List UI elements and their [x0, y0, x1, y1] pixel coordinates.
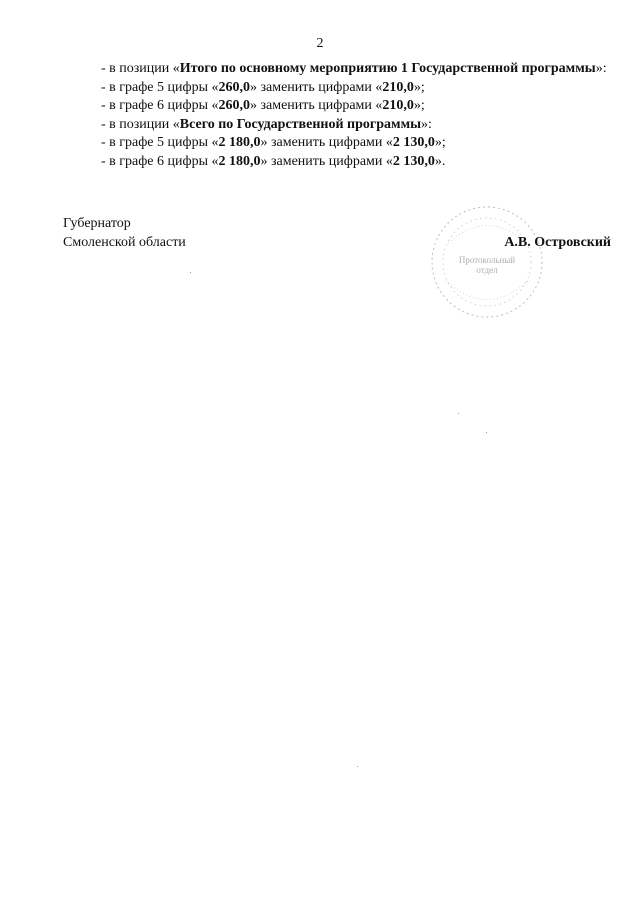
paragraph-text: - в графе 6 цифры « — [101, 98, 219, 113]
paragraph-text: »; — [434, 135, 446, 150]
paragraph-text: » заменить цифрами « — [249, 98, 383, 113]
stamp-text — [428, 255, 546, 275]
paragraph-text: - в позиции « — [101, 116, 180, 132]
paragraph-text: » заменить цифрами « — [249, 79, 383, 95]
scan-speck — [486, 432, 487, 433]
paragraph-text: - в графе 6 цифры « — [101, 153, 219, 169]
old-value: 2 180,0 — [218, 135, 261, 150]
paragraph-text: »: — [421, 116, 432, 132]
paragraph-text: - в позиции « — [101, 61, 180, 76]
old-value: 260,0 — [218, 79, 250, 95]
page-number: 2 — [316, 36, 324, 51]
stamp-text-line: Протокольный — [458, 255, 516, 265]
scan-speck — [190, 272, 191, 273]
old-value: 2 180,0 — [218, 153, 261, 169]
paragraph-text: ». — [434, 153, 446, 169]
new-value: 2 130,0 — [392, 153, 435, 169]
paragraph-text: »; — [413, 79, 425, 95]
official-stamp — [428, 203, 546, 321]
scan-speck — [357, 766, 358, 767]
new-value: 210,0 — [382, 98, 414, 113]
new-value: 210,0 — [382, 79, 414, 95]
signatory-position: Губернатор — [63, 216, 131, 231]
scan-speck — [458, 413, 459, 414]
paragraph-text: - в графе 5 цифры « — [101, 135, 219, 150]
signatory-name: А.В. Островский — [504, 234, 611, 250]
paragraph-column-6-item — [63, 97, 611, 116]
old-value: 260,0 — [218, 98, 250, 113]
signatory-region: Смоленской области — [63, 234, 186, 250]
paragraph-position-grand-total — [63, 116, 611, 135]
paragraph-position-total — [63, 60, 611, 79]
paragraph-column-5-item — [63, 79, 611, 98]
paragraph-text: » заменить цифрами « — [260, 135, 393, 150]
paragraph-text: - в графе 5 цифры « — [101, 79, 219, 95]
paragraph-bold-text: Всего по Государственной программы — [179, 116, 422, 132]
paragraph-bold-text: Итого по основному мероприятию 1 Государственной программы — [179, 61, 596, 76]
paragraph-text: »; — [413, 98, 425, 113]
document-body — [63, 60, 611, 171]
paragraph-column-6-total — [63, 153, 611, 172]
paragraph-text: »: — [595, 61, 607, 76]
paragraph-text: » заменить цифрами « — [260, 153, 393, 169]
new-value: 2 130,0 — [392, 135, 435, 150]
paragraph-column-5-total — [63, 134, 611, 153]
stamp-text-line: отдел — [476, 265, 498, 275]
signatory-title — [63, 215, 186, 252]
